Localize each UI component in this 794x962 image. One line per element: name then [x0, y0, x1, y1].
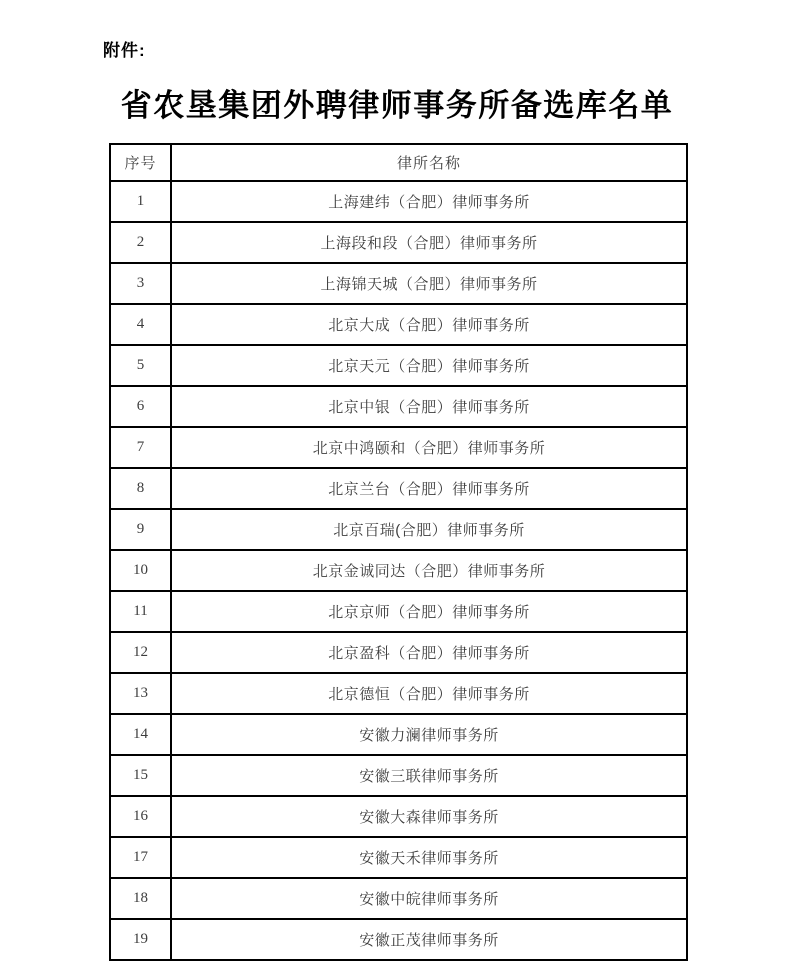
firm-name-cell: 安徽大森律师事务所: [171, 796, 687, 837]
firm-name-cell: 安徽正茂律师事务所: [171, 919, 687, 960]
row-number-cell: 1: [110, 181, 171, 222]
row-number-cell: 14: [110, 714, 171, 755]
table-row: [110, 796, 687, 837]
table-row: [110, 181, 687, 222]
table-row: [110, 714, 687, 755]
row-number-cell: 17: [110, 837, 171, 878]
table-row: [110, 591, 687, 632]
table-row: [110, 222, 687, 263]
table-row: [110, 304, 687, 345]
header-cell-firm-name: 律所名称: [171, 144, 687, 181]
row-number-cell: 3: [110, 263, 171, 304]
firm-name-cell: 上海建纬（合肥）律师事务所: [171, 181, 687, 222]
row-number-cell: 9: [110, 509, 171, 550]
row-number-cell: 10: [110, 550, 171, 591]
row-number-cell: 8: [110, 468, 171, 509]
table-row: [110, 837, 687, 878]
row-number-cell: 11: [110, 591, 171, 632]
table-header-row: [110, 144, 687, 181]
firm-name-cell: 北京中鸿颐和（合肥）律师事务所: [171, 427, 687, 468]
table-row: [110, 755, 687, 796]
row-number-cell: 15: [110, 755, 171, 796]
row-number-cell: 16: [110, 796, 171, 837]
table-row: [110, 878, 687, 919]
table-row: [110, 386, 687, 427]
row-number-cell: 7: [110, 427, 171, 468]
row-number-cell: 5: [110, 345, 171, 386]
row-number-cell: 2: [110, 222, 171, 263]
row-number-cell: 18: [110, 878, 171, 919]
firm-table: [109, 143, 688, 961]
firm-name-cell: 安徽中皖律师事务所: [171, 878, 687, 919]
row-number-cell: 4: [110, 304, 171, 345]
firm-name-cell: 北京天元（合肥）律师事务所: [171, 345, 687, 386]
row-number-cell: 19: [110, 919, 171, 960]
firm-name-cell: 北京百瑞(合肥）律师事务所: [171, 509, 687, 550]
firm-name-cell: 北京德恒（合肥）律师事务所: [171, 673, 687, 714]
firm-name-cell: 北京中银（合肥）律师事务所: [171, 386, 687, 427]
firm-table-body: [110, 181, 687, 960]
firm-name-cell: 安徽三联律师事务所: [171, 755, 687, 796]
row-number-cell: 6: [110, 386, 171, 427]
firm-name-cell: 北京金诚同达（合肥）律师事务所: [171, 550, 687, 591]
firm-name-cell: 上海段和段（合肥）律师事务所: [171, 222, 687, 263]
table-row: [110, 345, 687, 386]
firm-name-cell: 安徽力澜律师事务所: [171, 714, 687, 755]
table-row: [110, 468, 687, 509]
row-number-cell: 13: [110, 673, 171, 714]
firm-name-cell: 安徽天禾律师事务所: [171, 837, 687, 878]
attachment-label: 附件:: [103, 41, 146, 60]
table-row: [110, 919, 687, 960]
table-row: [110, 632, 687, 673]
row-number-cell: 12: [110, 632, 171, 673]
table-row: [110, 427, 687, 468]
table-row: [110, 673, 687, 714]
firm-name-cell: 上海锦天城（合肥）律师事务所: [171, 263, 687, 304]
table-row: [110, 550, 687, 591]
firm-name-cell: 北京大成（合肥）律师事务所: [171, 304, 687, 345]
firm-name-cell: 北京京师（合肥）律师事务所: [171, 591, 687, 632]
table-row: [110, 509, 687, 550]
header-cell-no: 序号: [110, 144, 171, 181]
firm-name-cell: 北京盈科（合肥）律师事务所: [171, 632, 687, 673]
table-row: [110, 263, 687, 304]
firm-name-cell: 北京兰台（合肥）律师事务所: [171, 468, 687, 509]
page-title: 省农垦集团外聘律师事务所备选库名单: [120, 88, 674, 123]
